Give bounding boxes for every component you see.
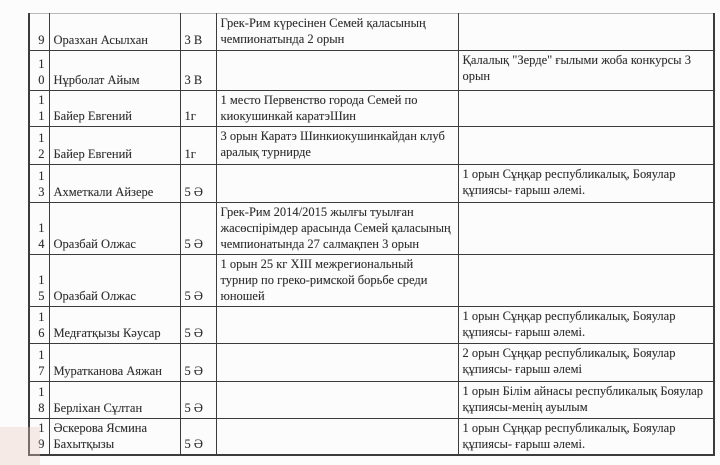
table-row xyxy=(29,127,714,165)
achievement-cell-a xyxy=(216,307,458,344)
row-number-cell: 10 xyxy=(29,51,49,91)
student-name-cell: Оразхан Асылхан xyxy=(49,14,180,51)
achievement-cell-a: 3 орын Каратэ Шинкиокушинкайдан клуб аралық турнирде xyxy=(216,127,458,165)
achievement-cell-a xyxy=(216,419,458,456)
grade-cell: 5 Ә xyxy=(180,307,216,344)
row-number-cell: 17 xyxy=(29,344,49,382)
achievement-cell-a xyxy=(216,51,458,91)
achievement-cell-a xyxy=(216,165,458,203)
achievement-cell-a: 1 место Первенство города Семей по киокушинкай каратэШин xyxy=(216,91,458,127)
achievement-cell-a: Грек-Рим күресінен Семей қаласының чемпионатында 2 орын xyxy=(216,14,458,51)
achievement-cell-a xyxy=(216,344,458,382)
grade-cell: 1г xyxy=(180,127,216,165)
student-name-cell: Муратканова Аяжан xyxy=(49,344,180,382)
achievement-cell-b: 2 орын Сұңқар республикалық, Бояулар құпиясы- ғарыш әлемі xyxy=(458,344,714,382)
table-row xyxy=(29,255,714,307)
achievement-cell-b xyxy=(458,203,714,255)
row-number-cell: 11 xyxy=(29,91,49,127)
student-name-cell: Байер Евгений xyxy=(49,91,180,127)
grade-cell: 5 Ә xyxy=(180,165,216,203)
row-number-cell: 12 xyxy=(29,127,49,165)
student-name-cell: Медғатқызы Кәусар xyxy=(49,307,180,344)
student-name-cell: Ахметкали Айзере xyxy=(49,165,180,203)
table-row xyxy=(29,307,714,344)
table-row xyxy=(29,382,714,419)
row-number-cell: 14 xyxy=(29,203,49,255)
grade-cell: 3 В xyxy=(180,14,216,51)
grade-cell: 3 В xyxy=(180,51,216,91)
student-name-cell: Оразбай Олжас xyxy=(49,203,180,255)
student-name-cell: Әскерова Ясмина Бахытқызы xyxy=(49,419,180,456)
achievement-cell-a xyxy=(216,382,458,419)
row-number-cell: 9 xyxy=(29,14,49,51)
grade-cell: 1г xyxy=(180,91,216,127)
table-row xyxy=(29,14,714,51)
student-name-cell: Оразбай Олжас xyxy=(49,255,180,307)
achievement-cell-b: 1 орын Сұңқар республикалық, Бояулар құпиясы- ғарыш әлемі. xyxy=(458,307,714,344)
table-row xyxy=(29,91,714,127)
achievements-table xyxy=(28,13,715,456)
row-number-cell: 16 xyxy=(29,307,49,344)
student-name-cell: Берліхан Сұлтан xyxy=(49,382,180,419)
grade-cell: 5 Ә xyxy=(180,203,216,255)
achievement-cell-a: Грек-Рим 2014/2015 жылғы туылған жасөспірімдер арасында Семей қаласының чемпионатында 27 салмақпен 3 орын xyxy=(216,203,458,255)
achievement-cell-b xyxy=(458,127,714,165)
achievement-cell-b xyxy=(458,14,714,51)
table-row xyxy=(29,419,714,456)
row-number-cell: 18 xyxy=(29,382,49,419)
row-number-cell: 13 xyxy=(29,165,49,203)
achievements-table-body xyxy=(29,14,714,456)
table-row xyxy=(29,51,714,91)
achievement-cell-b: 1 орын Сұңқар республикалық, Бояулар құпиясы- ғарыш әлемі. xyxy=(458,419,714,456)
student-name-cell: Нұрболат Айым xyxy=(49,51,180,91)
grade-cell: 5 Ә xyxy=(180,344,216,382)
achievement-cell-b: 1 орын Сұңқар республикалық, Бояулар құпиясы- ғарыш әлемі. xyxy=(458,165,714,203)
achievement-cell-b: Қалалық "Зерде" ғылыми жоба конкурсы 3 орын xyxy=(458,51,714,91)
student-name-cell: Байер Евгений xyxy=(49,127,180,165)
row-number-cell: 19 xyxy=(29,419,49,456)
table-row xyxy=(29,165,714,203)
achievement-cell-b xyxy=(458,91,714,127)
achievement-cell-a: 1 орын 25 кг XIII межрегиональный турнир по греко-римской борьбе среди юношей xyxy=(216,255,458,307)
table-row xyxy=(29,344,714,382)
achievement-cell-b: 1 орын Білім айнасы республикалық Бояулар құпиясы-менің ауылым xyxy=(458,382,714,419)
grade-cell: 5 Ә xyxy=(180,255,216,307)
table-row xyxy=(29,203,714,255)
grade-cell: 5 Ә xyxy=(180,419,216,456)
grade-cell: 5 Ә xyxy=(180,382,216,419)
row-number-cell: 15 xyxy=(29,255,49,307)
achievement-cell-b xyxy=(458,255,714,307)
